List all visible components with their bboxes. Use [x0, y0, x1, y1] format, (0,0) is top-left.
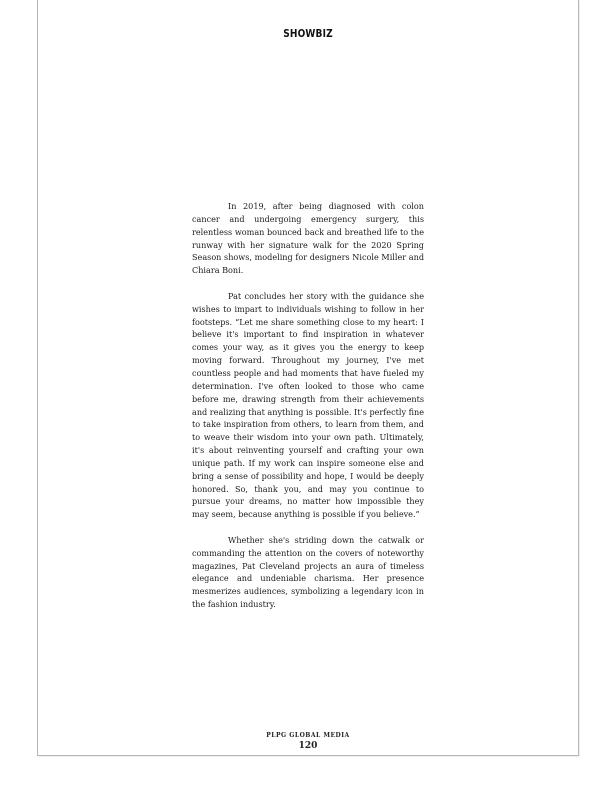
article-paragraph-1: In 2019, after being diagnosed with colon cancer and undergoing emergency surgery, this relentless woman bounced back and breathed life to the runway with her signature walk for the 2020 Spring Season shows, modeling for designers Nicole Miller and Chiara Boni.: [192, 201, 424, 276]
magazine-page: [37, 0, 579, 756]
footer-brand: PLPG GLOBAL MEDIA: [266, 732, 350, 739]
page-number: 120: [298, 741, 318, 751]
article-paragraph-2: Pat concludes her story with the guidance she wishes to impart to individuals wishing to follow in her footsteps. “Let me share something close to my heart: I believe it's important to find inspiration in whatever comes your way, as it gives you the energy to keep moving forward. Throughout my journey, I've met countless people and had moments that have fueled my determination. I've often looked to those who came before me, drawing strength from their achievements and realizing that anything is possible. It's perfectly fine to take inspiration from others, to learn from them, and to weave their wisdom into your own path. Ultimately, it's about reinventing yourself and crafting your own unique path. If my work can inspire someone else and bring a sense of possibility and hope, I would be deeply honored. So, thank you, and may you continue to pursue your dreams, no matter how impossible they may seem, because anything is possible if you believe.”: [192, 290, 424, 520]
article-body: [192, 200, 424, 624]
section-title: SHOWBIZ: [283, 27, 333, 40]
article-paragraph-3: Whether she's striding down the catwalk or commanding the attention on the covers of noteworthy magazines, Pat Cleveland projects an aura of timeless elegance and undeniable charisma. Her presence mesmerizes audiences, symbolizing a legendary icon in the fashion industry.: [192, 534, 424, 610]
